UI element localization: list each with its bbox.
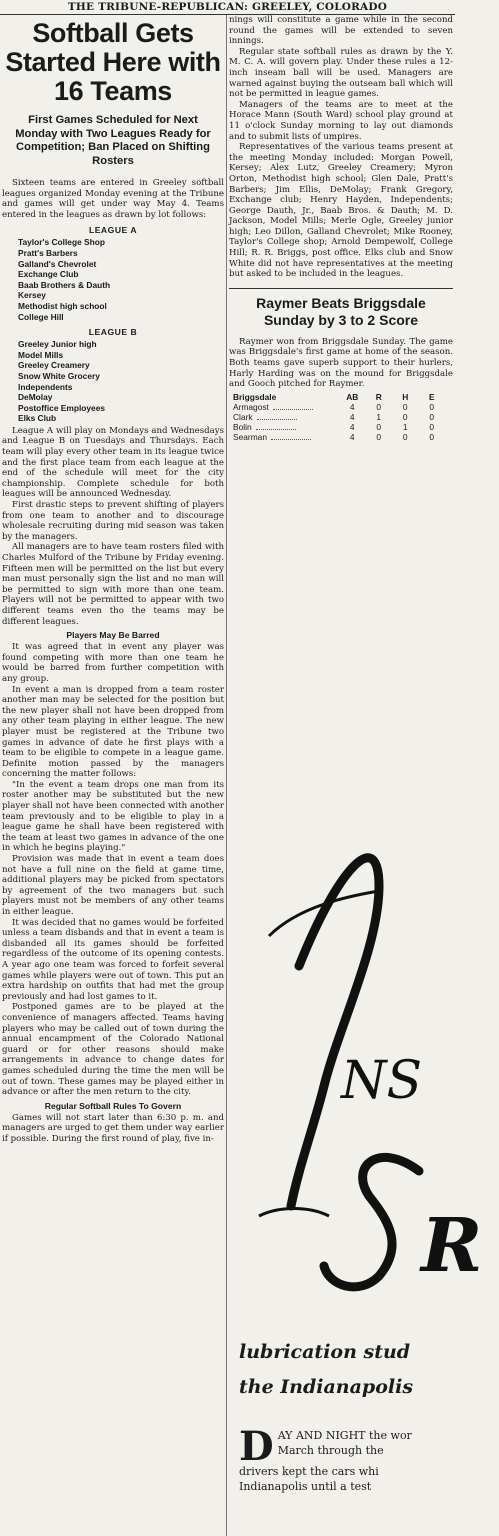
team: Taylor's College Shop xyxy=(18,237,105,248)
paragraph: Regular state softball rules as drawn by the Y. M. C. A. will govern play. Under these rules a 12-inch inseam ball will be used. Managers are warned against buying the outseam ball which will not be permitted in league games. xyxy=(229,46,453,100)
ad-copy-line: AY AND NIGHT the wor xyxy=(277,1429,412,1442)
paragraph: First drastic steps to prevent shifting of players from one team to another and to discourage wholesale recruiting during mid season was taken by the managers. xyxy=(2,500,224,542)
team: Greeley Junior high xyxy=(18,339,97,350)
team: Pratt's Barbers xyxy=(18,247,78,258)
paragraph: Raymer won from Briggsdale Sunday. The game was Briggsdale's first game at home of the season. Both teams gave superb support to their hurlers, Harly Harding was on the mound for Briggsdale and Gooch pitched for Raymer. xyxy=(229,336,453,390)
paragraph: Representatives of the various teams present at the meeting Monday included: Morgan Powell, Kersey; Alex Lutz, Greeley Creamery; Myron Orton, Methodist high school; Glen Dale, Pratt's Barbers; Jim Ellis, DeMolay; Frank Gregory, Exchange club; Henry Hayden, Independents; George Dauth, Jr., Baab Bros. & Dauth; M. D. Jackson, Model Mills; Merle Ogle, Greeley junior high; Leo Dillon, Galland Chevrolet; Mike Rooney, Taylor's College shop; Arnold Dempewolf, College Hill; R. R. Briggs, post office. Elks club and Snow White did not have representatives at the meeting but asked to be included in the leagues. xyxy=(229,142,453,280)
box-row xyxy=(233,412,445,422)
team: Independents xyxy=(18,381,73,392)
paragraph: It was decided that no games would be forfeited unless a team disbands and that in event a team is disbanded all its games should be forfeited regardless of the outcome of its opening contests. A year ago one team was forced to forfeit several games while players were out of town. This put an extra hardship on outfits that had met the group previously and had lost games to it. xyxy=(2,917,224,1002)
ad-copy-line: Indianapolis until a test xyxy=(239,1480,372,1493)
paragraph: Provision was made that in event a team does not have a full nine on the field at game time, additional players may be picked from spectators by agreement of the two managers but such players must not be members of any other teams in either league. xyxy=(2,854,224,917)
stat: 0 xyxy=(429,431,435,442)
box-row xyxy=(233,402,445,412)
player-name: Armagost xyxy=(233,402,339,412)
team: Postoffice Employees xyxy=(18,402,106,413)
ad-tagline: the Indianapolis xyxy=(239,1376,414,1398)
box-score xyxy=(233,392,445,442)
team: Exchange Club xyxy=(18,269,79,280)
player-name: Clark xyxy=(233,412,339,422)
divider xyxy=(229,288,453,289)
subhead: Players May Be Barred xyxy=(66,630,160,641)
box-row xyxy=(233,432,445,442)
stat: 0 xyxy=(402,431,408,442)
league-a-title: LEAGUE A xyxy=(88,225,138,236)
paragraph: Managers of the teams are to meet at the Horace Mann (South Ward) school play ground at 11 o'clock Sunday morning to lay out diamonds and to submit lists of umpires. xyxy=(229,99,453,142)
headline-raymer: Raymer Beats Briggsdale Sunday by 3 to 2 Score xyxy=(256,294,426,328)
box-score-header xyxy=(233,392,445,402)
team: Elks Club xyxy=(18,413,57,424)
team: DeMolay xyxy=(18,392,53,403)
article-softball xyxy=(2,15,224,1534)
stat: 0 xyxy=(402,411,408,422)
team: Kersey xyxy=(18,290,46,301)
col-r: R xyxy=(375,391,382,402)
stat: 0 xyxy=(376,401,382,412)
box-team: Briggsdale xyxy=(233,391,277,402)
deck: First Games Scheduled for Next Monday with Two Leagues Ready for Competition; Ban Placed on Shifting Rosters xyxy=(15,114,211,167)
paragraph: nings will constitute a game while in the second round the games will be extended to seven innings. xyxy=(229,15,453,47)
league-b-title: LEAGUE B xyxy=(88,327,138,338)
team: Model Mills xyxy=(18,349,64,360)
ad-script-logo xyxy=(229,606,483,1336)
drop-cap: D xyxy=(239,1423,274,1470)
svg-text:NS: NS xyxy=(341,1051,423,1111)
player-name: Bolin xyxy=(233,422,339,432)
team: Greeley Creamery xyxy=(18,360,90,371)
col-e: E xyxy=(428,391,435,402)
player-name: Searman xyxy=(233,432,339,442)
col-ab: AB xyxy=(346,391,359,402)
stat: 0 xyxy=(429,411,435,422)
stat: 1 xyxy=(402,421,408,432)
box-row xyxy=(233,422,445,432)
stat: 0 xyxy=(376,421,382,432)
paragraph: Games will not start later than 6:30 p. m. and managers are urged to get them under way earlier if possible. During the first round of play, five in- xyxy=(2,1112,224,1144)
advertisement xyxy=(229,606,483,1536)
column-two xyxy=(229,15,453,605)
paragraph: Postponed games are to be played at the convenience of managers affected. Teams having players who may be called out of town during the annual encampment of the Colorado National guard or for other reasons should make arrangements in advance to change dates for games scheduled during the time the men will be out of town. These games may be played either in advance or after the men return to the city. xyxy=(2,1002,224,1098)
masthead: THE TRIBUNE-REPUBLICAN: GREELEY, COLORADO xyxy=(0,0,455,15)
stat: 0 xyxy=(429,401,435,412)
col-h: H xyxy=(402,391,409,402)
ad-copy xyxy=(239,1423,499,1494)
stat: 4 xyxy=(349,421,355,432)
paragraph: Sixteen teams are entered in Greeley softball leagues organized Monday evening at the Tribune and games will get under way May 4. Teams entered in the leagues as drawn by lot follows: xyxy=(2,178,224,220)
ad-copy-line: March through the xyxy=(277,1444,384,1457)
team: College Hill xyxy=(18,311,64,322)
stat: 0 xyxy=(402,401,408,412)
headline: Softball Gets Started Here with 16 Teams xyxy=(5,18,221,106)
stat: 4 xyxy=(349,411,355,422)
ad-tagline: lubrication stud xyxy=(239,1341,411,1363)
team: Snow White Grocery xyxy=(18,370,100,381)
paragraph: All managers are to have team rosters filed with Charles Mulford of the Tribune by Friday evening. Fifteen men will be permitted on the list but every man must personally sign the list and no man will be permitted to sign with more than one team. Players will not be permitted to appear with two different teams even tho the teams may be different leagues. xyxy=(2,542,224,627)
paragraph: League A will play on Mondays and Wednesdays and League B on Tuesdays and Thursdays. Each team will play every other team in its league twice and the first place team from each league at the end of the schedule will meet for the city championship. Complete schedule for both leagues will be announced Wednesday. xyxy=(2,425,224,500)
stat: 4 xyxy=(349,401,355,412)
league-b-list xyxy=(2,339,224,424)
svg-text:R: R xyxy=(421,1203,483,1289)
paragraph: "In the event a team drops one man from its roster another may be substituted but the new player shall not have been connected with another team previously and to be eligible to play in a league game he shall have been registered with the team at least two games in advance of the one in which he begins playing." xyxy=(2,779,224,854)
ad-copy-line: drivers kept the cars whi xyxy=(239,1465,379,1478)
paragraph: In event a man is dropped from a team roster another man may be selected for the position but the new player shall not have been dropped from any other team playing in either league. The new player must be registered at the Tribune two games in advance of date he first plays with a team to be eligible to compete in a league game. Definite motion passed by the managers concerning the matter follows: xyxy=(2,684,224,780)
team: Galland's Chevrolet xyxy=(18,258,97,269)
team: Baab Brothers & Dauth xyxy=(18,279,111,290)
stat: 0 xyxy=(429,421,435,432)
team: Methodist high school xyxy=(18,300,107,311)
stat: 1 xyxy=(376,411,382,422)
league-a-list xyxy=(2,237,224,322)
stat: 4 xyxy=(349,431,355,442)
paragraph: It was agreed that in event any player was found competing with more than one team he would be barred from further competition with any group. xyxy=(2,642,224,684)
subhead: Regular Softball Rules To Govern xyxy=(44,1100,182,1111)
stat: 0 xyxy=(376,431,382,442)
column-rule xyxy=(226,15,227,1536)
